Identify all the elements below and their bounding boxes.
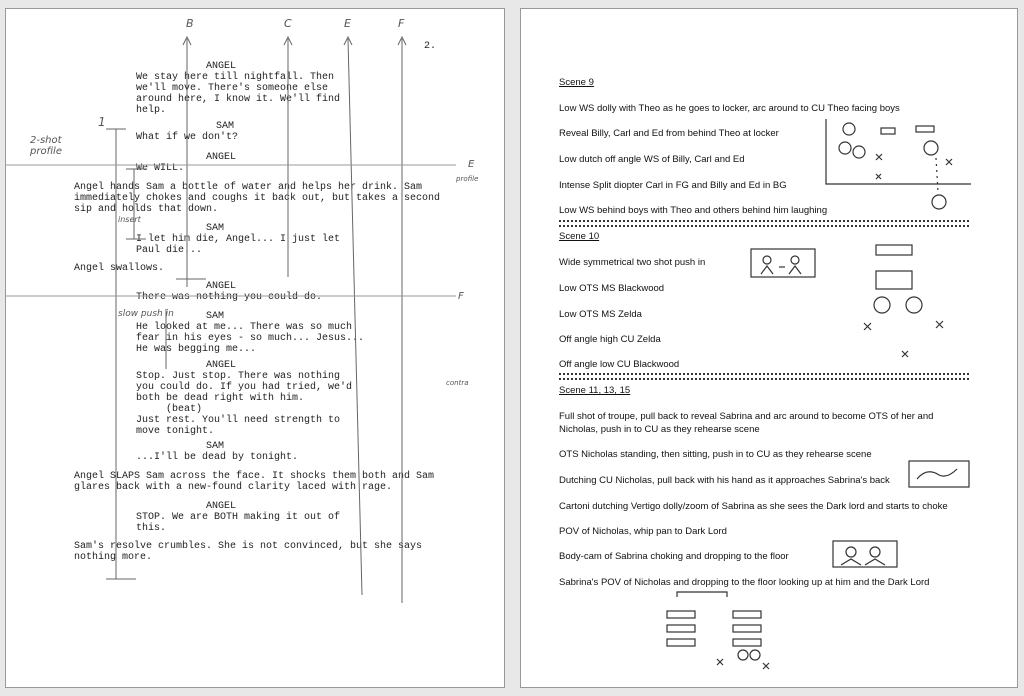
note-marker-one: 1 (98, 115, 106, 129)
scene-heading: Scene 11, 13, 15 (559, 385, 631, 396)
shot-line: Off angle low CU Blackwood (559, 359, 680, 370)
scene-heading: Scene 9 (559, 77, 594, 88)
action-line: Angel hands Sam a bottle of water and helps her drink. Sam immediately chokes and coughs it back out, but takes a second sip and holds that down. (74, 182, 441, 215)
shot-line: Dutching CU Nicholas, pull back with his hand as it approaches Sabrina's back (559, 475, 890, 486)
dialogue: STOP. We are BOTH making it out of this. (136, 512, 341, 534)
character-angel: ANGEL (206, 501, 237, 512)
dutch-thumbnail (907, 459, 973, 491)
shot-line: Body-cam of Sabrina choking and dropping to the floor (559, 551, 789, 562)
shot-line: Nicholas, push in to CU as they rehearse scene (559, 424, 760, 435)
page-number: 2. (424, 41, 437, 52)
shot-line: Low OTS MS Zelda (559, 309, 642, 320)
coverage-line-e (348, 39, 362, 595)
shot-line: Low WS behind boys with Theo and others behind him laughing (559, 205, 828, 216)
bodycam-thumbnail (831, 539, 901, 573)
marker-f: F (398, 17, 405, 30)
character-angel: ANGEL (206, 281, 237, 292)
dialogue: We stay here till nightfall. Then we'll move. There's someone else around here, I know it. We'll find help. (136, 72, 341, 116)
dialogue: We WILL. (136, 163, 185, 174)
marker-c: C (284, 17, 292, 30)
shot-line: Wide symmetrical two shot push in (559, 257, 706, 268)
dialogue: He looked at me... There was so much fear in his eyes - so much... Jesus... He was begging me... (136, 322, 365, 355)
shot-line: Low OTS MS Blackwood (559, 283, 665, 294)
shot-line: Sabrina's POV of Nicholas and dropping to the floor looking up at him and the Dark Lord (559, 577, 930, 588)
character-angel: ANGEL (206, 152, 237, 163)
shot-line: Low WS dolly with Theo as he goes to locker, arc around to CU Theo facing boys (559, 103, 900, 114)
shot-line: Cartoni dutching Vertigo dolly/zoom of Sabrina as she sees the Dark lord and starts to choke (559, 501, 948, 512)
marker-e: E (344, 17, 351, 30)
character-sam: SAM (206, 223, 225, 234)
note-slow-push: slow push in (118, 309, 174, 319)
character-angel: ANGEL (206, 360, 237, 371)
dialogue: What if we don't? (136, 132, 239, 143)
shot-line: Reveal Billy, Carl and Ed from behind Theo at locker (559, 128, 779, 139)
scene-heading: Scene 10 (559, 231, 600, 242)
note-f: F (458, 291, 464, 302)
frame-bottom (0, 688, 1024, 696)
dialogue: ...I'll be dead by tonight. (136, 452, 299, 463)
scene9-blocking-sketch (821, 114, 981, 224)
note-e: E (468, 159, 475, 170)
dialogue: I let him die, Angel... I just let Paul die... (136, 234, 341, 256)
pencil-markup (6, 9, 505, 688)
character-sam: SAM (206, 311, 225, 322)
script-page (5, 8, 505, 688)
scene11-blocking-sketch (661, 587, 791, 677)
action-line: Angel SLAPS Sam across the face. It shocks them both and Sam glares back with a new-found clarity laced with rage. (74, 471, 435, 493)
shot-line: Low dutch off angle WS of Billy, Carl and Ed (559, 154, 745, 165)
note-profile: profile (456, 175, 479, 183)
action-line: Angel swallows. (74, 263, 165, 274)
note-insert: insert (118, 215, 141, 224)
shot-line: OTS Nicholas standing, then sitting, push in to CU as they rehearse scene (559, 449, 872, 460)
shot-line: Off angle high CU Zelda (559, 334, 661, 345)
note-contra: contra (446, 379, 469, 387)
marker-b: B (186, 17, 194, 30)
scene-divider (559, 373, 969, 380)
shot-list-page (520, 8, 1018, 688)
two-shot-thumbnail (749, 247, 819, 281)
scene10-blocking-sketch (856, 241, 966, 369)
shot-line: POV of Nicholas, whip pan to Dark Lord (559, 526, 727, 537)
shot-line: Intense Split diopter Carl in FG and Billy and Ed in BG (559, 180, 787, 191)
character-angel: ANGEL (206, 61, 237, 72)
character-sam: SAM (206, 441, 225, 452)
shot-line: Full shot of troupe, pull back to reveal Sabrina and arc around to become OTS of her and (559, 411, 934, 422)
action-line: Sam's resolve crumbles. She is not convinced, but she says nothing more. (74, 541, 423, 563)
character-sam: SAM (216, 121, 235, 132)
dialogue: There was nothing you could do. (136, 292, 323, 303)
note-two-shot: 2-shot profile (30, 135, 62, 157)
dialogue: Stop. Just stop. There was nothing you could do. If you had tried, we'd both be dead right with him. (beat) Just rest. You'll need strength to move tonight. (136, 371, 353, 437)
